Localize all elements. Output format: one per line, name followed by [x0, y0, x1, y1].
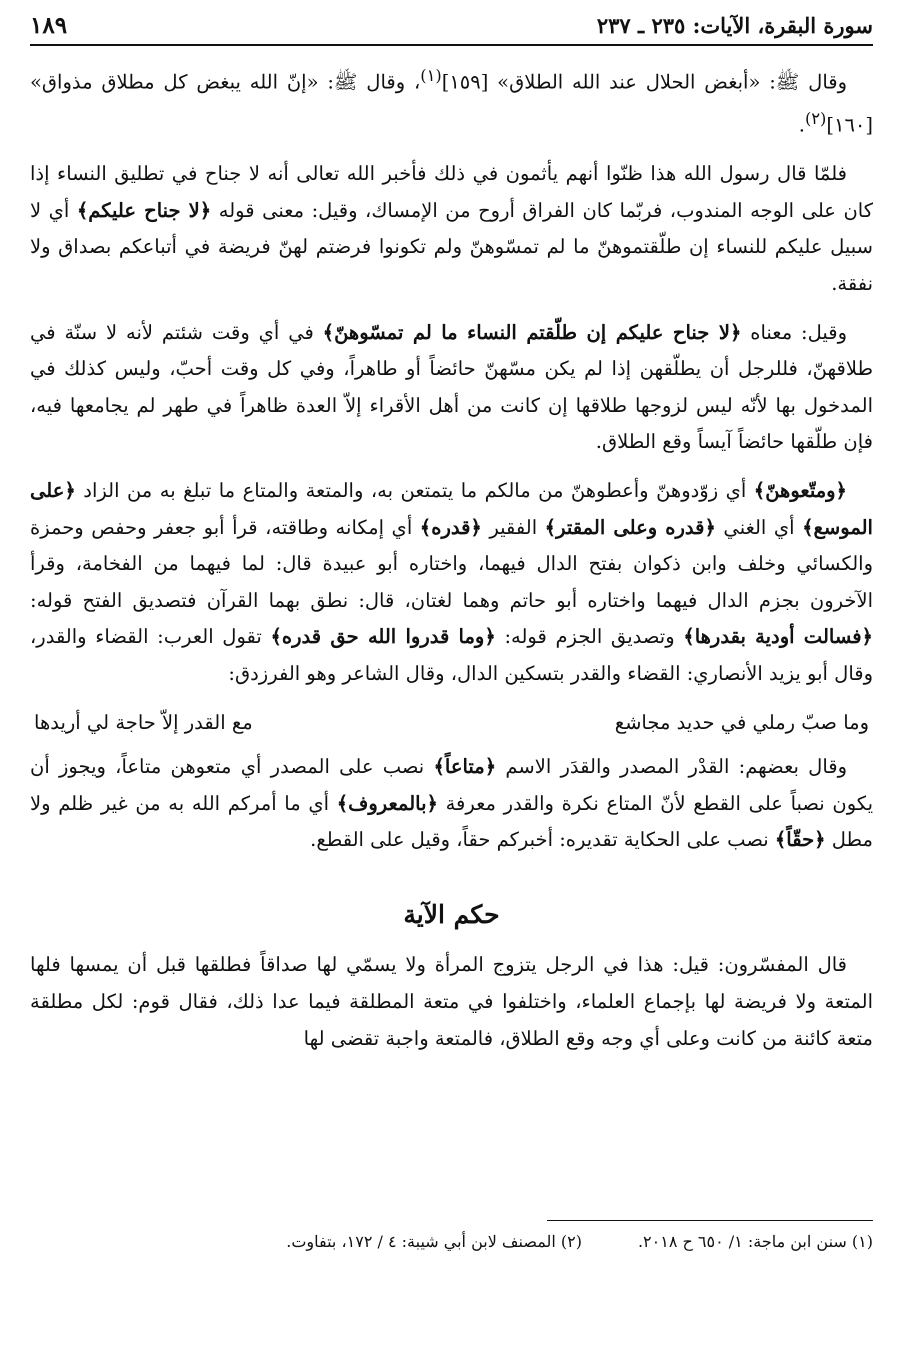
paragraph-1: وقال ﷺ: «أبغض الحلال عند الله الطلاق» [١٥٩]$^{(١)}$، وقال ﷺ: «إنّ الله يبغض كل مطلاق مذواق» [١٦٠]$^{(٢)}$.: [30, 66, 873, 137]
quran-quote: ﴿متاعاً﴾: [433, 755, 497, 779]
paragraph-6: قال المفسّرون: قيل: هذا في الرجل يتزوج المرأة ولا يسمّي لها صداقاً فطلقها قبل أن يمسها فلها المتعة ولا فريضة لها بإجماع العلماء، واختلفوا في متعة المطلقة فيما عدا ذلك، فقال قوم: لكل مطلقة متعة كائنة من كانت وعلى أي وجه وقع الطلاق، فالمتعة واجبة تقضى لها: [30, 953, 873, 1050]
quran-quote: ﴿بالمعروف﴾: [336, 791, 438, 815]
page-body: [30, 58, 873, 1069]
footnote-1: (١) سنن ابن ماجة: ١/ ٦٥٠ ح ٢٠١٨.: [637, 1232, 873, 1251]
quran-quote: ﴿لا جناح عليكم إن طلّقتم النساء ما لم تمسّوهنّ﴾: [322, 320, 742, 344]
footnote-ref-2: (٢): [804, 109, 827, 129]
paragraph-5: وقال بعضهم: القدْر المصدر والقدَر الاسم ﴿متاعاً﴾ نصب على المصدر أي متعوهن متاعاً، ويجوز أن يكون نصباً على القطع لأنّ المتاع نكرة والقدر معرفة ﴿بالمعروف﴾ أي ما أمركم الله به من غير ظلم ولا مطل ﴿حقّاً﴾ نصب على الحكاية تقديره: أخبركم حقاً، وقيل على القطع.: [30, 755, 873, 852]
verse-first-hemistich: وما صبّ رملي في حديد مجاشع: [614, 710, 869, 734]
paragraph-2: فلمّا قال رسول الله هذا ظنّوا أنهم يأثمون في ذلك فأخبر الله تعالى أنه لا جناح في تطليق النساء إذا كان على الوجه المندوب، فربّما كان الفراق أروح من الإمساك، وقيل: معنى قوله ﴿لا جناح عليكم﴾ أي لا سبيل عليكم للنساء إن طلّقتموهنّ ما لم تمسّوهنّ ولم تكونوا فرضتم لهنّ فريضة في أتباعكم بصداق ولا نفقة.: [30, 162, 873, 295]
poetry-verse: [30, 705, 873, 742]
footnote-2: (٢) المصنف لابن أبي شيبة: ٤ / ١٧٢، بتفاوت.: [286, 1232, 582, 1251]
section-heading: حكم الآية: [403, 899, 500, 929]
quran-quote: ﴿وما قدروا الله حق قدره﴾: [270, 625, 496, 649]
quran-quote: ﴿قدره وعلى المقتر﴾: [544, 515, 716, 539]
footnotes: [30, 1232, 873, 1251]
footnote-rule: [547, 1220, 873, 1221]
quran-quote: ﴿على الموسع﴾: [30, 478, 873, 539]
verse-second-hemistich: مع القدر إلاّ حاجة لي أريدها: [34, 710, 253, 734]
header-rule: [30, 44, 873, 46]
quran-quote: ﴿حقّاً﴾: [774, 828, 826, 852]
footnote-ref-1: (١): [420, 66, 442, 85]
running-title: سورة البقرة، الآيات: ٢٣٥ ـ ٢٣٧: [596, 12, 873, 38]
quran-quote: ﴿ومتّعوهنّ﴾: [753, 478, 847, 502]
quran-quote: ﴿قدره﴾: [419, 515, 482, 539]
page-header: [30, 8, 873, 42]
paragraph-4: ﴿ومتّعوهنّ﴾ أي زوّدوهنّ وأعطوهنّ من مالكم ما يتمتعن به، والمتعة والمتاع ما تبلغ به من الزاد ﴿على الموسع﴾ أي الغني ﴿قدره وعلى المقتر﴾ الفقير ﴿قدره﴾ أي إمكانه وطاقته، قرأ أبو جعفر وحفص وحمزة والكسائي وخلف وابن ذكوان بفتح الدال فيهما، واختاره أبو عبيدة قال: لما فيهما من الفخامة، وقرأ الآخرون بجزم الدال فيهما واختاره أبو حاتم وهما لغتان، قال: نطق بهما القرآن فتصديق الفتح قوله: ﴿فسالت أودية بقدرها﴾ وتصديق الجزم قوله: ﴿وما قدروا الله حق قدره﴾ تقول العرب: القضاء والقدر، وقال أبو يزيد الأنصاري: القضاء والقدر بتسكين الدال، وقال الشاعر وهو الفرزدق:: [30, 478, 873, 685]
paragraph-3: وقيل: معناه ﴿لا جناح عليكم إن طلّقتم النساء ما لم تمسّوهنّ﴾ في أي وقت شئتم لأنه لا سنّة في طلاقهنّ، فللرجل أن يطلّقهن إذا لم يكن مسّهنّ حائضاً أو طاهراً، وفي كل وقت أحبّ، وليس كذلك في المدخول بها لأنّه ليس لزوجها طلاقها إن كانت من أهل الأقراء إلاّ العدة ظاهراً في طهر لم يجامعها فيه، فإن طلّقها حائضاً آيساً وقع الطلاق.: [30, 320, 873, 454]
page-number: ١٨٩: [30, 11, 68, 39]
quran-quote: ﴿لا جناح عليكم﴾: [76, 198, 212, 222]
quran-quote: ﴿فسالت أودية بقدرها﴾: [683, 625, 873, 649]
